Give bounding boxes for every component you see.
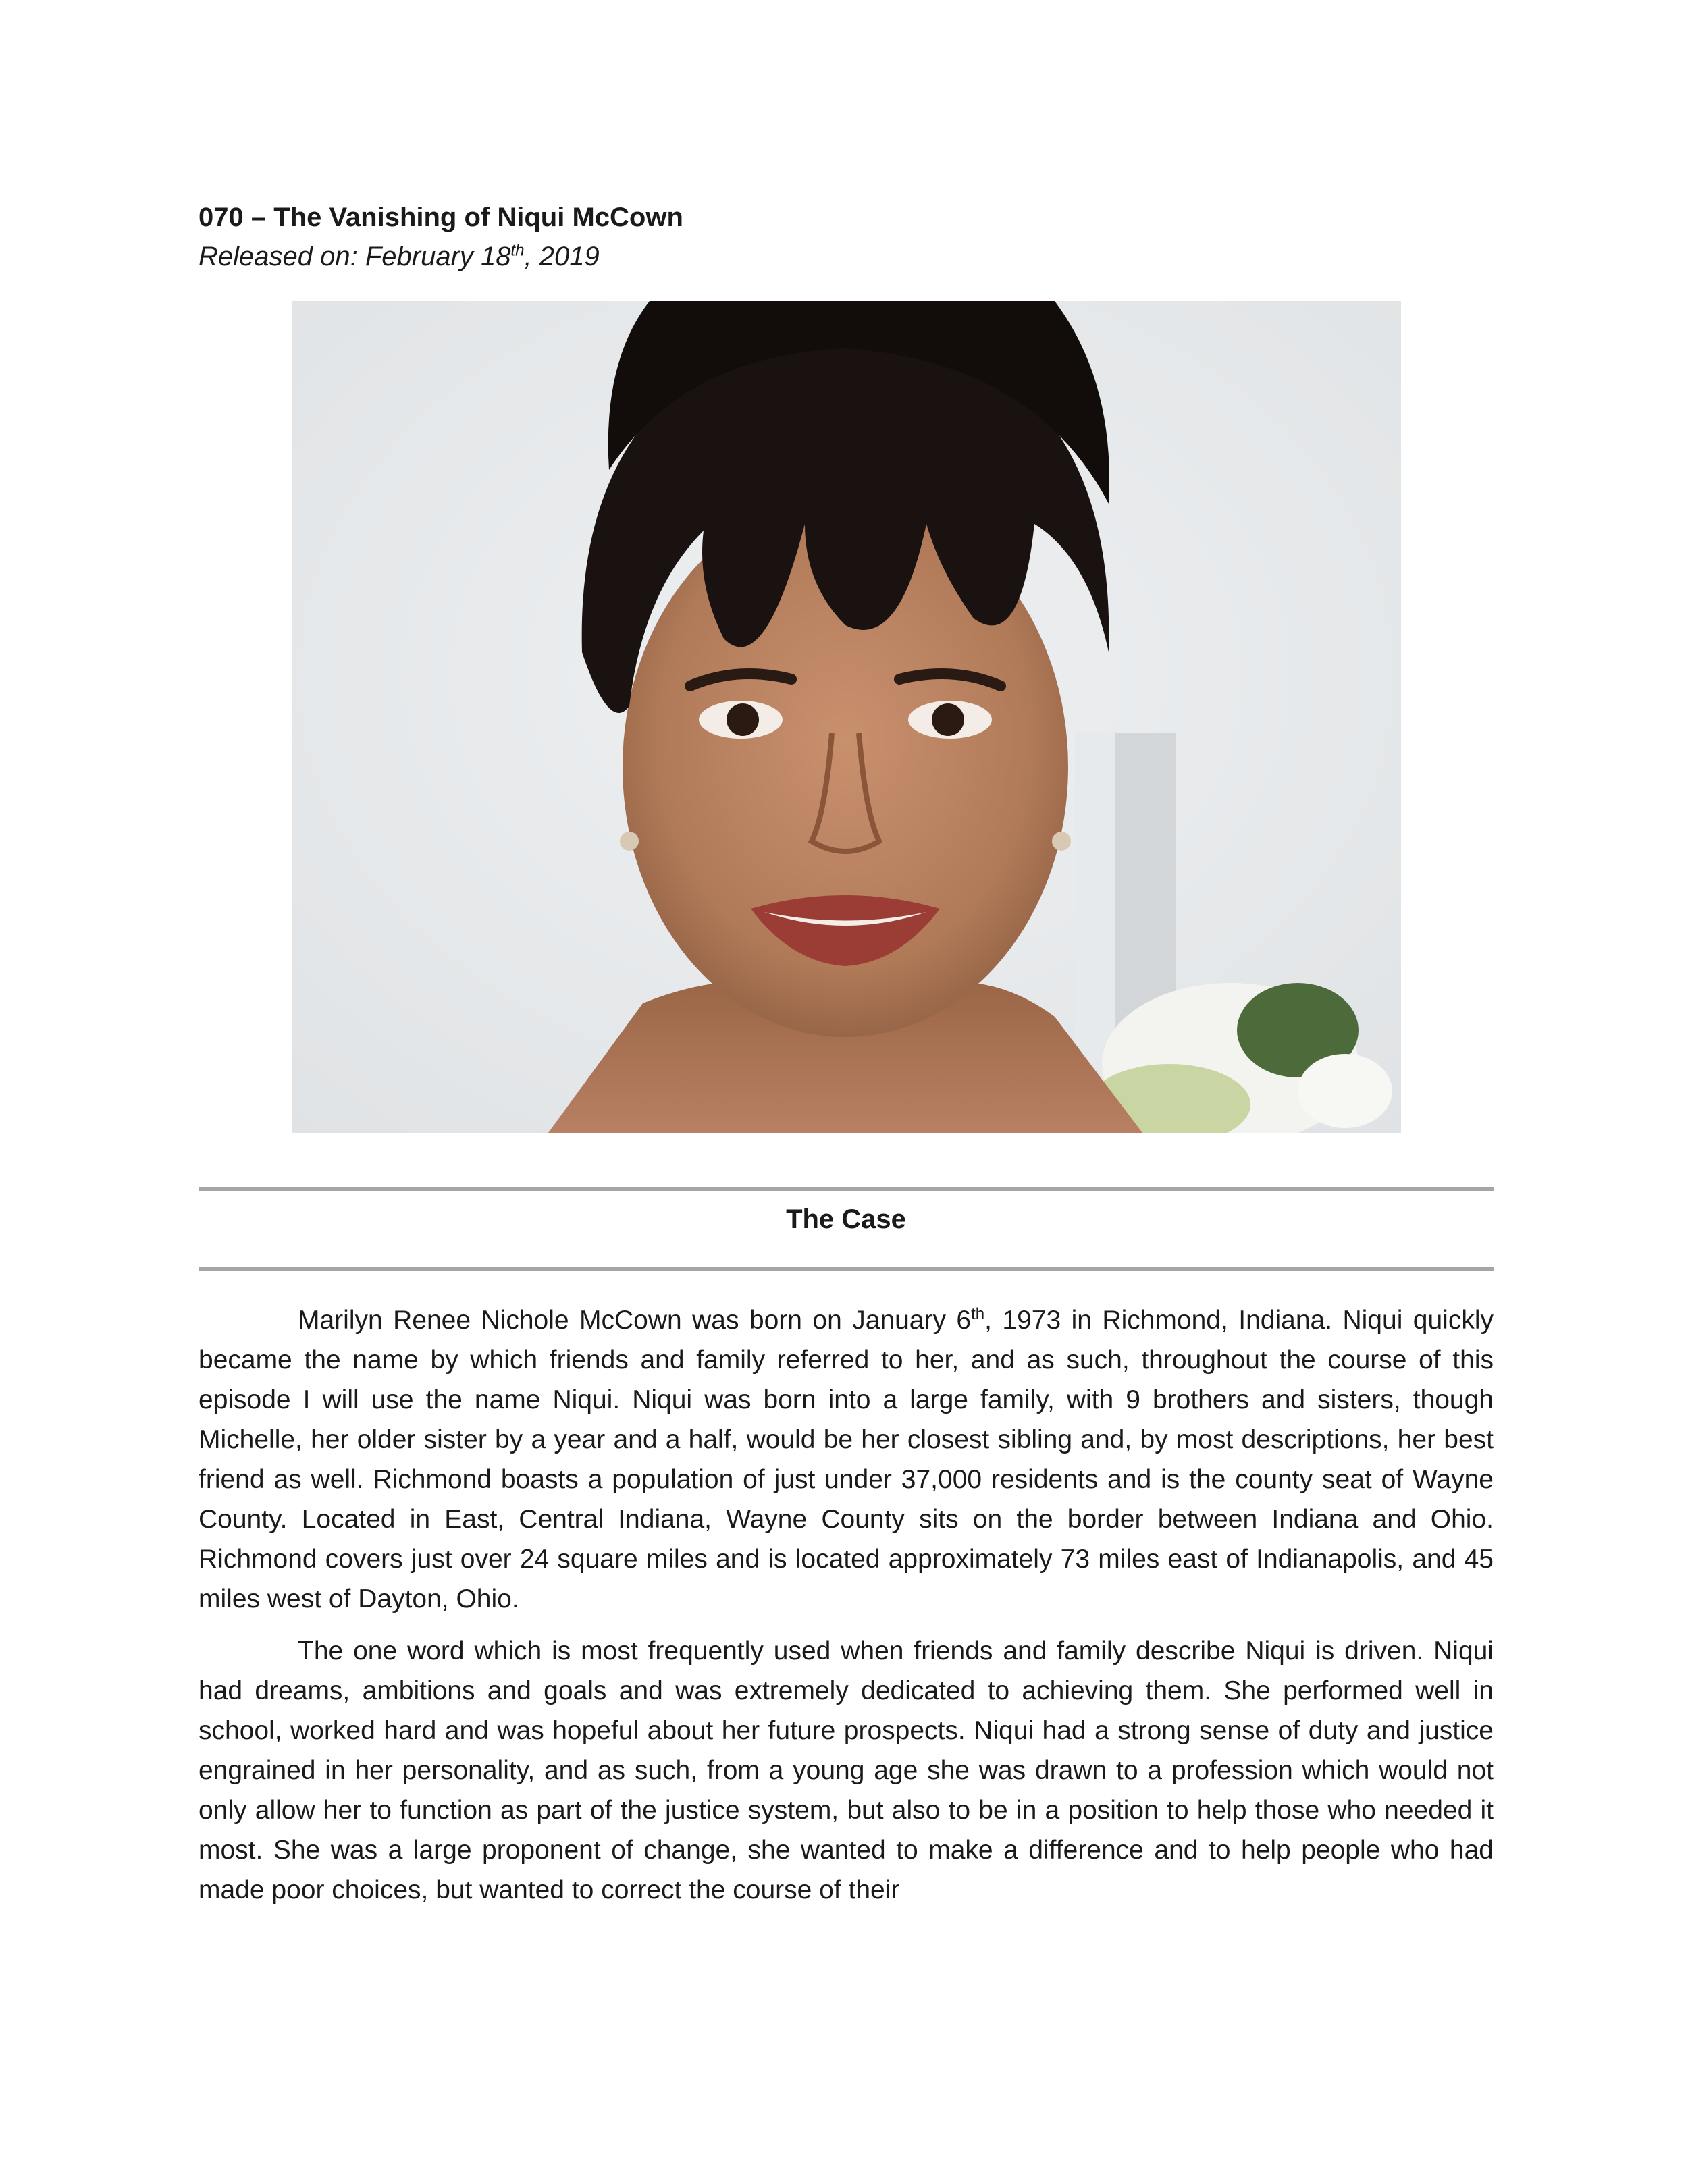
release-date-prefix: Released on: February 18 xyxy=(199,242,511,271)
release-date xyxy=(199,239,600,274)
release-date-suffix: , 2019 xyxy=(524,242,600,271)
portrait-photo xyxy=(292,301,1401,1133)
release-date-ordinal: th xyxy=(510,241,525,260)
episode-title: 070 – The Vanishing of Niqui McCown xyxy=(199,203,683,232)
paragraph-1-ordinal: th xyxy=(971,1305,985,1323)
section-divider-bottom xyxy=(199,1267,1494,1271)
case-body xyxy=(199,1300,1494,1922)
paragraph-1-start: Marilyn Renee Nichole McCown was born on January 6 xyxy=(298,1306,972,1335)
section-heading: The Case xyxy=(786,1204,906,1234)
paragraph-1-rest: , 1973 in Richmond, Indiana. Niqui quickly became the name by which friends and family referred to her, and as such, throughout the course of this episode I will use the name Niqui. Niqui was born into a large family, with 9 brothers and sisters, though Michelle, her older sister by a year and a half, would be her closest sibling and, by most descriptions, her best friend as well. Richmond boasts a population of just under 37,000 residents and is the county seat of Wayne County. Located in East, Central Indiana, Wayne County sits on the border between Indiana and Ohio. Richmond covers just over 24 square miles and is located approximately 73 miles east of Indianapolis, and 45 miles west of Dayton, Ohio. xyxy=(199,1306,1494,1614)
paragraph-1 xyxy=(199,1300,1494,1619)
paragraph-2: The one word which is most frequently used when friends and family describe Niqui is driven. Niqui had dreams, ambitions and goals and was extremely dedicated to achieving them. She performed well in school, worked hard and was hopeful about her future prospects. Niqui had a strong sense of duty and justice engrained in her personality, and as such, from a young age she was drawn to a profession which would not only allow her to function as part of the justice system, but also to be in a position to help those who needed it most. She was a large proponent of change, she wanted to make a difference and to help people who had made poor choices, but wanted to correct the course of their xyxy=(199,1636,1494,1905)
section-divider-top xyxy=(199,1187,1494,1191)
portrait-photo-icon xyxy=(292,301,1401,1133)
